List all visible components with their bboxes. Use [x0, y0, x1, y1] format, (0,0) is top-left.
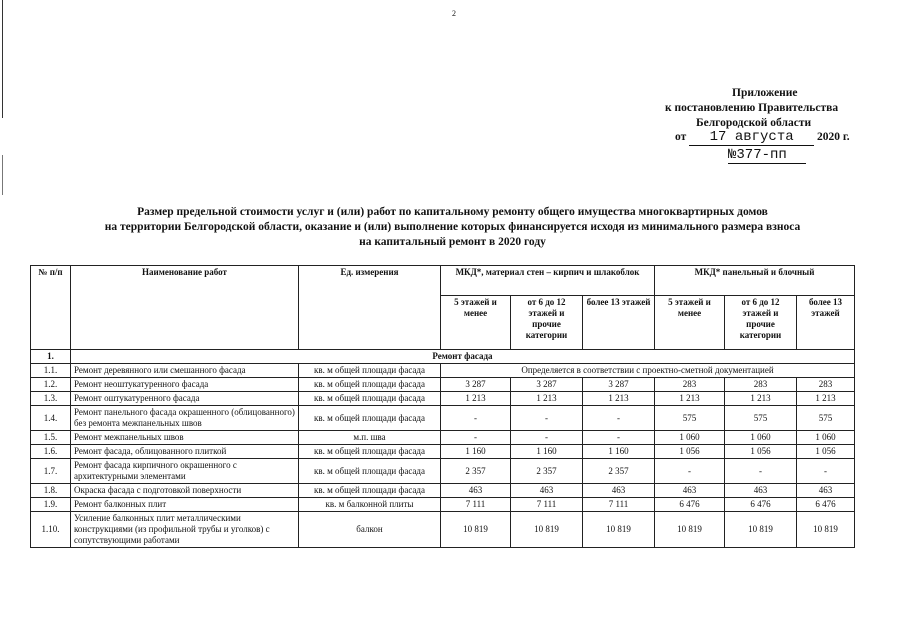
row-unit: кв. м общей площади фасада	[299, 445, 441, 459]
row-value: 3 287	[511, 378, 583, 392]
row-value: -	[511, 431, 583, 445]
row-num: 1.3.	[31, 392, 71, 406]
row-name: Усиление балконных плит металлическими конструкциями (из профильной трубы и уголков) с сопутствующими работами	[71, 512, 299, 548]
row-value: 1 213	[511, 392, 583, 406]
row-value: 2 357	[583, 459, 655, 484]
row-value: 463	[441, 484, 511, 498]
header-brick-13: более 13 этажей	[583, 296, 655, 350]
row-value: -	[441, 431, 511, 445]
row-value: -	[583, 406, 655, 431]
table-row	[31, 378, 855, 392]
row-value: 10 819	[441, 512, 511, 548]
row-value: 1 056	[797, 445, 855, 459]
appendix-number-line	[728, 148, 806, 164]
row-value: 283	[655, 378, 725, 392]
row-num: 1.5.	[31, 431, 71, 445]
row-num: 1.10.	[31, 512, 71, 548]
table-row	[31, 431, 855, 445]
header-panel-6-12: от 6 до 12 этажей и прочие категории	[725, 296, 797, 350]
row-value: 1 213	[441, 392, 511, 406]
row-name: Ремонт деревянного или смешанного фасада	[71, 364, 299, 378]
header-brick-group: МКД*, материал стен – кирпич и шлакоблок	[441, 266, 655, 296]
row-unit: кв. м общей площади фасада	[299, 484, 441, 498]
table-row	[31, 445, 855, 459]
table-row	[31, 364, 855, 378]
row-name: Ремонт балконных плит	[71, 498, 299, 512]
appendix-region: Белгородской области	[696, 117, 812, 129]
row-value: 6 476	[797, 498, 855, 512]
row-num: 1.1.	[31, 364, 71, 378]
row-value: 1 060	[797, 431, 855, 445]
scan-edge-line	[2, 0, 3, 118]
table-row	[31, 406, 855, 431]
row-value: 463	[725, 484, 797, 498]
row-value: 463	[583, 484, 655, 498]
row-value: 7 111	[583, 498, 655, 512]
section-row	[31, 350, 855, 364]
row-value: -	[797, 459, 855, 484]
row-value: 1 056	[655, 445, 725, 459]
row-name: Ремонт панельного фасада окрашенного (облицованного) без ремонта межпанельных швов	[71, 406, 299, 431]
row-value: 283	[725, 378, 797, 392]
header-brick-5: 5 этажей и менее	[441, 296, 511, 350]
row-name: Ремонт фасада кирпичного окрашенного с архитектурными элементами	[71, 459, 299, 484]
row-value: 463	[511, 484, 583, 498]
row-value: 2 357	[441, 459, 511, 484]
row-name: Ремонт оштукатуренного фасада	[71, 392, 299, 406]
row-value: 575	[797, 406, 855, 431]
row-unit: кв. м общей площади фасада	[299, 459, 441, 484]
row-unit: кв. м балконной плиты	[299, 498, 441, 512]
row-value: -	[441, 406, 511, 431]
row-merged-note: Определяется в соответствии с проектно-сметной документацией	[441, 364, 855, 378]
row-num: 1.6.	[31, 445, 71, 459]
row-value: 1 213	[583, 392, 655, 406]
appendix-date-line	[675, 130, 850, 146]
row-unit: балкон	[299, 512, 441, 548]
row-value: -	[655, 459, 725, 484]
row-value: 1 160	[583, 445, 655, 459]
header-panel-13: более 13 этажей	[797, 296, 855, 350]
row-unit: кв. м общей площади фасада	[299, 364, 441, 378]
title-line-3: на капитальный ремонт в 2020 году	[359, 236, 546, 248]
row-name: Ремонт фасада, облицованного плиткой	[71, 445, 299, 459]
title-line-1: Размер предельной стоимости услуг и (или) работ по капитальному ремонту общего имущества многоквартирных домов	[137, 206, 768, 218]
row-num: 1.4.	[31, 406, 71, 431]
row-value: 10 819	[511, 512, 583, 548]
row-value: 1 060	[655, 431, 725, 445]
row-unit: кв. м общей площади фасада	[299, 378, 441, 392]
header-panel-group: МКД* панельный и блочный	[655, 266, 855, 296]
row-value: -	[511, 406, 583, 431]
row-value: 463	[655, 484, 725, 498]
document-title	[20, 205, 885, 250]
row-name: Окраска фасада с подготовкой поверхности	[71, 484, 299, 498]
cost-table	[30, 265, 855, 548]
row-value: -	[725, 459, 797, 484]
row-value: 6 476	[725, 498, 797, 512]
row-value: 575	[655, 406, 725, 431]
title-line-2: на территории Белгородской области, оказание и (или) выполнение которых финансируется исходя из минимального размера взноса	[104, 221, 801, 233]
row-value: 10 819	[583, 512, 655, 548]
appendix-date: 17 августа	[709, 129, 794, 145]
table-row	[31, 459, 855, 484]
row-value: 3 287	[441, 378, 511, 392]
row-value: 10 819	[725, 512, 797, 548]
row-value: 1 213	[797, 392, 855, 406]
row-value: 10 819	[655, 512, 725, 548]
section-num: 1.	[31, 350, 71, 364]
row-value: 10 819	[797, 512, 855, 548]
header-brick-6-12: от 6 до 12 этажей и прочие категории	[511, 296, 583, 350]
row-name: Ремонт неоштукатуренного фасада	[71, 378, 299, 392]
row-value: 283	[797, 378, 855, 392]
row-num: 1.8.	[31, 484, 71, 498]
page-number: 2	[452, 9, 456, 18]
row-value: 3 287	[583, 378, 655, 392]
appendix-year: 2020 г.	[817, 131, 850, 143]
header-panel-5: 5 этажей и менее	[655, 296, 725, 350]
row-num: 1.7.	[31, 459, 71, 484]
row-value: 7 111	[511, 498, 583, 512]
header-name: Наименование работ	[71, 266, 299, 350]
appendix-from-label: от	[675, 131, 687, 143]
row-value: 6 476	[655, 498, 725, 512]
appendix-date-field	[689, 130, 814, 146]
row-value: 1 160	[511, 445, 583, 459]
row-value: 1 056	[725, 445, 797, 459]
row-value: 7 111	[441, 498, 511, 512]
row-value: 1 060	[725, 431, 797, 445]
table-row	[31, 512, 855, 548]
appendix-resolution: к постановлению Правительства	[665, 102, 839, 114]
appendix-number: №377-пп	[728, 148, 806, 164]
row-value: 2 357	[511, 459, 583, 484]
row-value: 575	[725, 406, 797, 431]
table-row	[31, 498, 855, 512]
appendix-heading: Приложение	[732, 87, 798, 99]
row-name: Ремонт межпанельных швов	[71, 431, 299, 445]
row-value: 463	[797, 484, 855, 498]
table-row	[31, 392, 855, 406]
row-num: 1.2.	[31, 378, 71, 392]
section-title: Ремонт фасада	[71, 350, 855, 364]
scan-edge-line	[2, 155, 3, 195]
row-value: 1 213	[655, 392, 725, 406]
row-unit: м.п. шва	[299, 431, 441, 445]
row-unit: кв. м общей площади фасада	[299, 406, 441, 431]
table-row	[31, 484, 855, 498]
row-value: 1 160	[441, 445, 511, 459]
header-unit: Ед. измерения	[299, 266, 441, 350]
row-value: -	[583, 431, 655, 445]
row-unit: кв. м общей площади фасада	[299, 392, 441, 406]
row-value: 1 213	[725, 392, 797, 406]
row-num: 1.9.	[31, 498, 71, 512]
header-num: № п/п	[31, 266, 71, 350]
